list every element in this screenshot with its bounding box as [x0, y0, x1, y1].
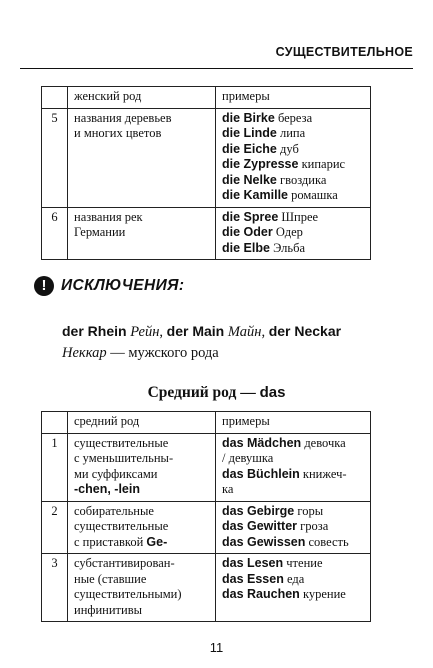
category-text: субстантивирован-	[74, 556, 175, 570]
table-row	[42, 433, 371, 501]
example-german: die Nelke	[222, 172, 277, 187]
category-line	[74, 519, 209, 535]
category-line	[74, 436, 209, 452]
exception-ru-rhein: Рейн	[130, 324, 160, 340]
example-line	[222, 572, 364, 588]
example-line	[222, 210, 364, 226]
row-number: 1	[42, 433, 68, 501]
example-russian: горы	[294, 503, 324, 518]
example-russian: береза	[277, 110, 313, 125]
example-german: die Linde	[222, 126, 277, 140]
example-german: die Eiche	[222, 141, 277, 156]
category-text: ми суффиксами	[74, 466, 158, 481]
category-line	[74, 467, 209, 483]
category-text: с приставкой	[74, 534, 147, 549]
example-russian: гроза	[297, 519, 329, 533]
row-category	[68, 501, 216, 554]
example-line	[222, 504, 364, 520]
exception-separator: ,	[261, 324, 269, 340]
example-line	[222, 436, 364, 452]
example-german: das Essen	[222, 571, 284, 586]
example-german: das Gewitter	[222, 519, 298, 533]
exception-ru-neckar: Неккар	[62, 345, 107, 361]
table-row	[42, 108, 371, 207]
example-german: die Zypresse	[222, 157, 299, 171]
example-line	[222, 535, 364, 551]
neuter-title-article: das	[259, 384, 286, 401]
example-line	[222, 241, 364, 257]
table-header-num	[42, 412, 68, 434]
example-line	[222, 126, 364, 142]
example-russian: девочка	[301, 435, 346, 450]
example-line	[222, 467, 364, 483]
category-line: названия рек	[74, 209, 143, 224]
category-text: существительные	[74, 519, 169, 533]
example-russian: липа	[280, 126, 306, 140]
example-line	[222, 188, 364, 204]
exceptions-heading	[34, 276, 184, 296]
category-suffix: Ge-	[146, 534, 168, 549]
example-russian: еда	[283, 571, 305, 586]
row-category	[68, 207, 216, 260]
category-line	[74, 587, 209, 603]
table-row	[42, 501, 371, 554]
example-line	[222, 519, 364, 535]
exception-ru-main: Майн	[227, 324, 262, 340]
table-row	[42, 554, 371, 622]
exception-separator: ,	[159, 324, 167, 340]
example-russian: Шпрее	[281, 209, 319, 224]
example-line	[222, 451, 364, 467]
category-suffix: -chen, -lein	[74, 482, 140, 496]
category-line	[74, 556, 209, 572]
row-number: 6	[42, 207, 68, 260]
category-line	[74, 451, 209, 467]
example-line	[222, 587, 364, 603]
table-header-row	[42, 87, 371, 109]
example-line	[222, 482, 364, 498]
exceptions-title: ИСКЛЮЧЕНИЯ:	[61, 277, 185, 294]
example-russian: кипарис	[301, 157, 346, 171]
row-number: 3	[42, 554, 68, 622]
category-line	[74, 572, 209, 588]
example-line	[222, 111, 364, 127]
example-russian: чтение	[283, 556, 323, 570]
category-line	[74, 504, 209, 520]
example-german: das Rauchen	[222, 587, 300, 601]
category-text: существительные	[74, 435, 169, 450]
table-header-gender: средний род	[68, 412, 216, 434]
row-examples	[216, 501, 371, 554]
example-line	[222, 556, 364, 572]
category-line	[74, 603, 209, 619]
category-text: инфинитивы	[74, 602, 142, 617]
exception-de-neckar: der Neckar	[268, 323, 342, 339]
example-line	[222, 225, 364, 241]
example-german: das Gebirge	[222, 503, 295, 518]
example-german: das Gewissen	[222, 534, 306, 549]
example-russian: ромашка	[291, 188, 338, 202]
row-examples	[216, 554, 371, 622]
table-header-examples: примеры	[216, 87, 371, 109]
category-line: названия деревьев	[74, 110, 172, 125]
example-russian: совесть	[305, 534, 349, 549]
example-german: die Birke	[222, 110, 275, 125]
example-russian: курение	[299, 587, 346, 601]
category-text: собирательные	[74, 503, 154, 518]
row-number: 5	[42, 108, 68, 207]
row-number: 2	[42, 501, 68, 554]
table-header-examples: примеры	[216, 412, 371, 434]
table-header-num	[42, 87, 68, 109]
table-row	[42, 207, 371, 260]
example-russian: / девушка	[222, 451, 274, 465]
example-line	[222, 142, 364, 158]
example-russian: Одер	[275, 225, 303, 239]
example-russian: дуб	[280, 141, 299, 156]
running-head: СУЩЕСТВИТЕЛЬНОЕ	[20, 44, 413, 69]
row-category	[68, 554, 216, 622]
table-header-gender: женский род	[68, 87, 216, 109]
category-text: существительными)	[74, 587, 182, 601]
example-german: das Lesen	[222, 556, 284, 570]
example-line	[222, 173, 364, 189]
example-german: die Elbe	[222, 240, 270, 255]
page-number: 11	[209, 640, 224, 655]
exception-de-main: der Main	[166, 323, 225, 339]
exclamation-icon: !	[34, 276, 54, 296]
row-examples	[216, 207, 371, 260]
neuter-section-title	[0, 384, 433, 402]
example-german: die Kamille	[222, 188, 288, 202]
example-russian: ка	[222, 482, 234, 496]
example-german: die Oder	[222, 225, 273, 239]
row-examples	[216, 108, 371, 207]
exceptions-text	[62, 321, 382, 364]
neuter-gender-table	[41, 411, 371, 622]
category-line: Германии	[74, 225, 126, 239]
category-text: с уменьшительны-	[74, 451, 174, 465]
neuter-title-text: Средний род —	[147, 384, 260, 401]
exception-tail: — мужского рода	[106, 345, 219, 361]
example-german: die Spree	[222, 209, 279, 224]
row-category	[68, 108, 216, 207]
category-line: и многих цветов	[74, 126, 162, 140]
row-examples	[216, 433, 371, 501]
feminine-gender-table	[41, 86, 371, 260]
row-category	[68, 433, 216, 501]
exception-de-rhein: der Rhein	[62, 323, 127, 339]
category-line	[74, 535, 209, 551]
category-text: ные (ставшие	[74, 571, 147, 586]
example-line	[222, 157, 364, 173]
example-russian: гвоздика	[280, 172, 327, 187]
table-header-row	[42, 412, 371, 434]
example-german: das Büchlein	[222, 466, 300, 481]
example-russian: Эльба	[273, 240, 305, 255]
example-german: das Mädchen	[222, 435, 302, 450]
example-russian: книжеч-	[299, 466, 347, 481]
